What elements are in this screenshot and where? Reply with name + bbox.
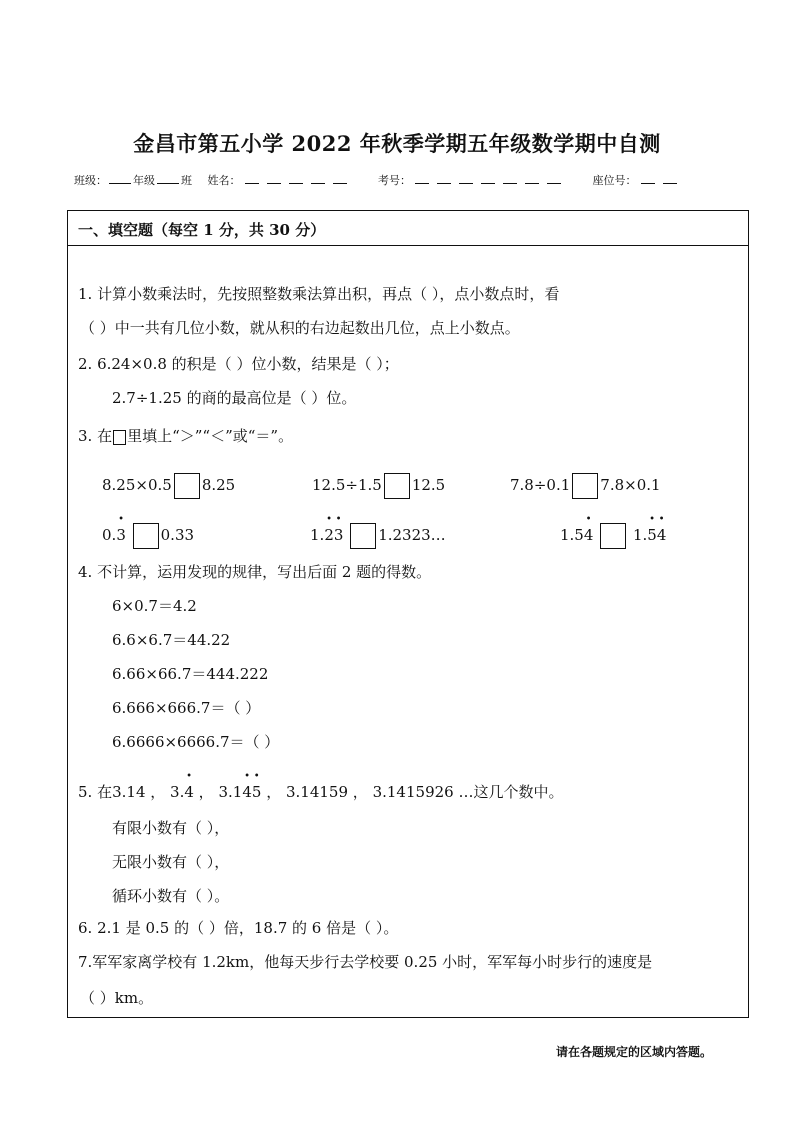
q4-line: 6.6666×6666.7＝（ ）: [112, 733, 280, 751]
q5-stem: 5. 在3.14 ， 3.• 4 ， 3.1• 4• 5 ， 3.14159 ， 3.1415926 …这几个数中。: [78, 781, 563, 802]
q3-r2-a: 0.• 3 0.33: [102, 523, 194, 549]
page-title: 金昌市第五小学 2022 年秋季学期五年级数学期中自测: [133, 131, 661, 156]
ban-label: 班: [181, 174, 192, 187]
answer-box[interactable]: [600, 523, 626, 549]
class-blank[interactable]: [157, 174, 179, 184]
footer-note: 请在各题规定的区域内答题。: [556, 1045, 713, 1059]
section-fill-in-box: [67, 210, 749, 1018]
q1-line2: （ ）中一共有几位小数，就从积的右边起数出几位，点上小数点。: [80, 319, 520, 337]
answer-box[interactable]: [133, 523, 159, 549]
answer-box[interactable]: [572, 473, 598, 499]
q5-item: 无限小数有（ ），: [112, 853, 230, 871]
answer-box[interactable]: [174, 473, 200, 499]
section-header: 一、填空题（每空 1 分，共 30 分）: [68, 211, 748, 246]
exam-no-label: 考号：: [378, 174, 411, 187]
q4-line: 6.666×666.7＝（ ）: [112, 699, 261, 717]
q2-line2: 2.7÷1.25 的商的最高位是（ ）位。: [112, 389, 357, 407]
q3-stem: [78, 425, 293, 446]
q3-r1-b: 12.5÷1.5 12.5: [312, 473, 445, 499]
q1-line1: 1. 计算小数乘法时，先按照整数乘法算出积，再点（ ），点小数点时，看: [78, 285, 560, 303]
q2-line1: 2. 6.24×0.8 的积是（ ）位小数，结果是（ ）；: [78, 355, 399, 373]
answer-box[interactable]: [350, 523, 376, 549]
name-label: 姓名：: [207, 174, 241, 187]
q3-r2-c: 1.5• 4 1.• 5• 4: [560, 523, 666, 549]
name-blanks[interactable]: [241, 174, 351, 187]
seat-blanks[interactable]: [637, 174, 681, 187]
q3-r1-c: 7.8÷0.1 7.8×0.1: [510, 473, 661, 499]
q7-line1: 7.军军家离学校有 1.2km，他每天步行去学校要 0.25 小时，军军每小时步行的速度是: [78, 953, 653, 971]
q4-line: 6.66×66.7＝444.222: [112, 665, 269, 683]
q6-line: 6. 2.1 是 0.5 的（ ）倍，18.7 的 6 倍是（ ）。: [78, 919, 399, 937]
student-info-row: [74, 172, 681, 188]
seat-label: 座位号：: [592, 174, 637, 187]
class-label: 班级：: [74, 174, 107, 187]
exam-no-blanks[interactable]: [411, 174, 565, 187]
q7-line2: （ ）km。: [80, 989, 154, 1007]
q3-post: 里填上“＞”“＜”或“＝”。: [127, 427, 294, 445]
grade-label: 年级: [133, 174, 155, 187]
q5-item: 循环小数有（ ）。: [112, 887, 230, 905]
q4-line: 6.6×6.7＝44.22: [112, 631, 231, 649]
q4-line: 6×0.7＝4.2: [112, 597, 197, 615]
grade-blank[interactable]: [109, 174, 131, 184]
q3-r1-a: 8.25×0.5 8.25: [102, 473, 235, 499]
q5-item: 有限小数有（ ），: [112, 819, 230, 837]
q3-pre: 3. 在: [78, 427, 113, 445]
answer-box[interactable]: [384, 473, 410, 499]
square-icon: [113, 430, 126, 445]
q3-r2-b: 1.• 2• 3 1.2323…: [310, 523, 446, 549]
q4-stem: 4. 不计算，运用发现的规律，写出后面 2 题的得数。: [78, 563, 432, 581]
